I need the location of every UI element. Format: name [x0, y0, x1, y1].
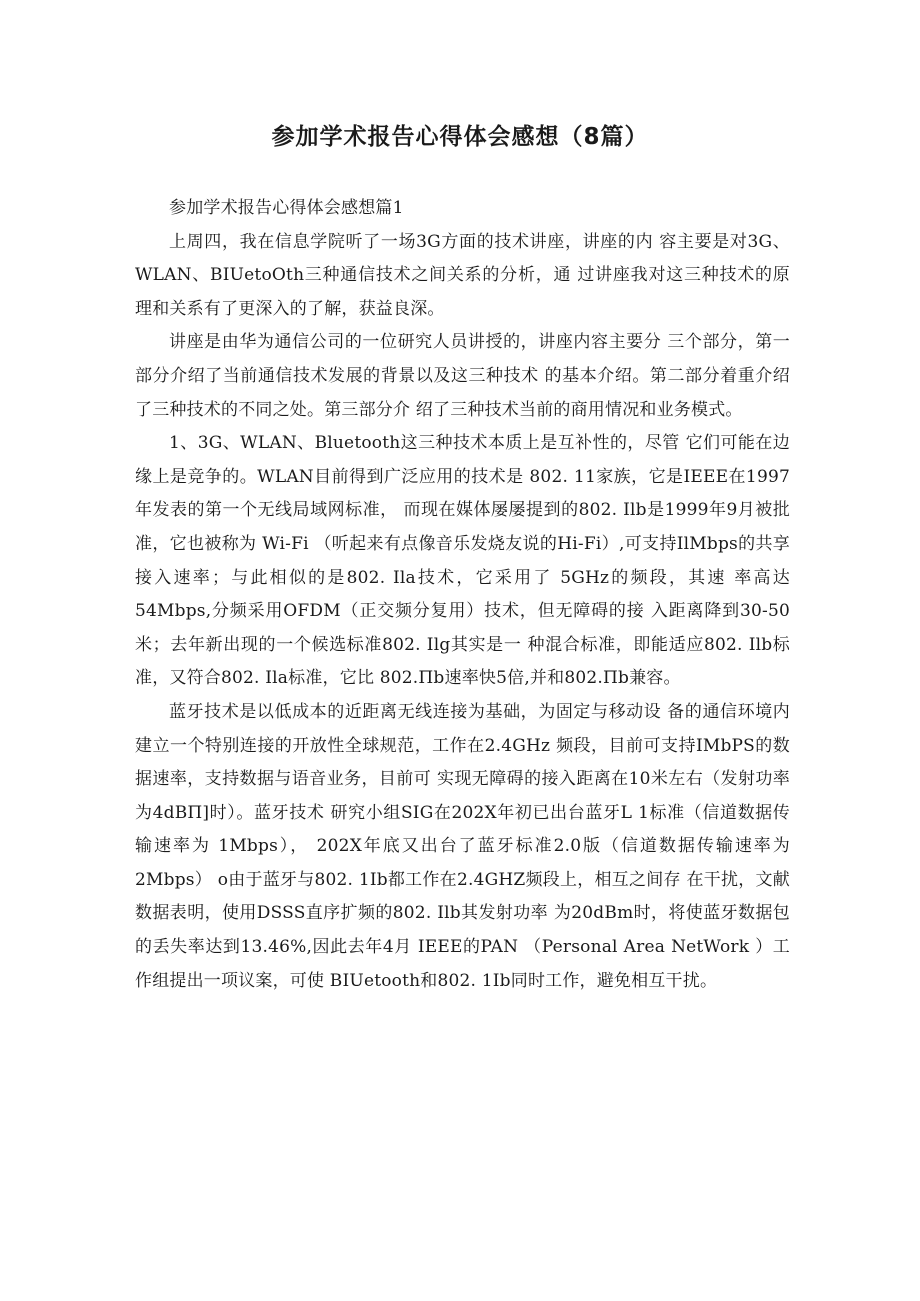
paragraph-3: 1、3G、WLAN、Bluetooth这三种技术本质上是互补性的，尽管 它们可能在边缘上是竞争的。WLAN目前得到广泛应用的技术是 802. 11家族，它是IEEE在1997年发表的第一个无线局域网标准， 而现在媒体屡屡提到的802. Ilb是1999年9月被批准，它也被称为 Wi-Fi （听起来有点像音乐发烧友说的Hi-Fi）,可支持IlMbps的共享 接入速率；与此相似的是802. Ila技术，它采用了 5GHz的频段，其速 率高达54Mbps,分频采用OFDM（正交频分复用）技术，但无障碍的接 入距离降到30-50米；去年新出现的一个候选标准802. Ilg其实是一 种混合标准，即能适应802. Ilb标准，又符合802. Ila标准，它比 802.Πb速率快5倍,并和802.Πb兼容。	[135, 433, 790, 689]
document-title: 参加学术报告心得体会感想（8篇）	[271, 124, 649, 150]
paragraph-4: 蓝牙技术是以低成本的近距离无线连接为基础，为固定与移动设 备的通信环境内建立一个特别连接的开放性全球规范，工作在2.4GHz 频段，目前可支持IMbPS的数据速率，支持数据与语音业务，目前可 实现无障碍的接入距离在10米左右（发射功率为4dBΠ]时）。蓝牙技术 研究小组SIG在202X年初已出台蓝牙L 1标准（信道数据传输速率为 1Mbps）， 202X年底又出台了蓝牙标准2.0版（信道数据传输速率为 2Mbps） o由于蓝牙与802. 1Ib都工作在2.4GHZ频段上，相互之间存 在干扰，文献数据表明，使用DSSS直序扩频的802. Ilb其发射功率 为20dBm时，将使蓝牙数据包的丢失率达到13.46%,因此去年4月 IEEE的PAN （Personal Area NetWork ）工作组提出一项议案，可使 BIUetooth和802. 1Ib同时工作，避免相互干扰。	[135, 701, 790, 991]
document-body	[135, 192, 790, 998]
paragraph-2: 讲座是由华为通信公司的一位研究人员讲授的，讲座内容主要分 三个部分，第一部分介绍了当前通信技术发展的背景以及这三种技术 的基本介绍。第二部分着重介绍了三种技术的不同之处。第三部分介 绍了三种技术当前的商用情况和业务模式。	[135, 332, 790, 420]
section-heading: 参加学术报告心得体会感想篇1	[169, 198, 404, 218]
paragraph-1: 上周四，我在信息学院听了一场3G方面的技术讲座，讲座的内 容主要是对3G、WLAN、BIUetoOth三种通信技术之间关系的分析，通 过讲座我对这三种技术的原理和关系有了更深入的了解，获益良深。	[135, 231, 790, 319]
